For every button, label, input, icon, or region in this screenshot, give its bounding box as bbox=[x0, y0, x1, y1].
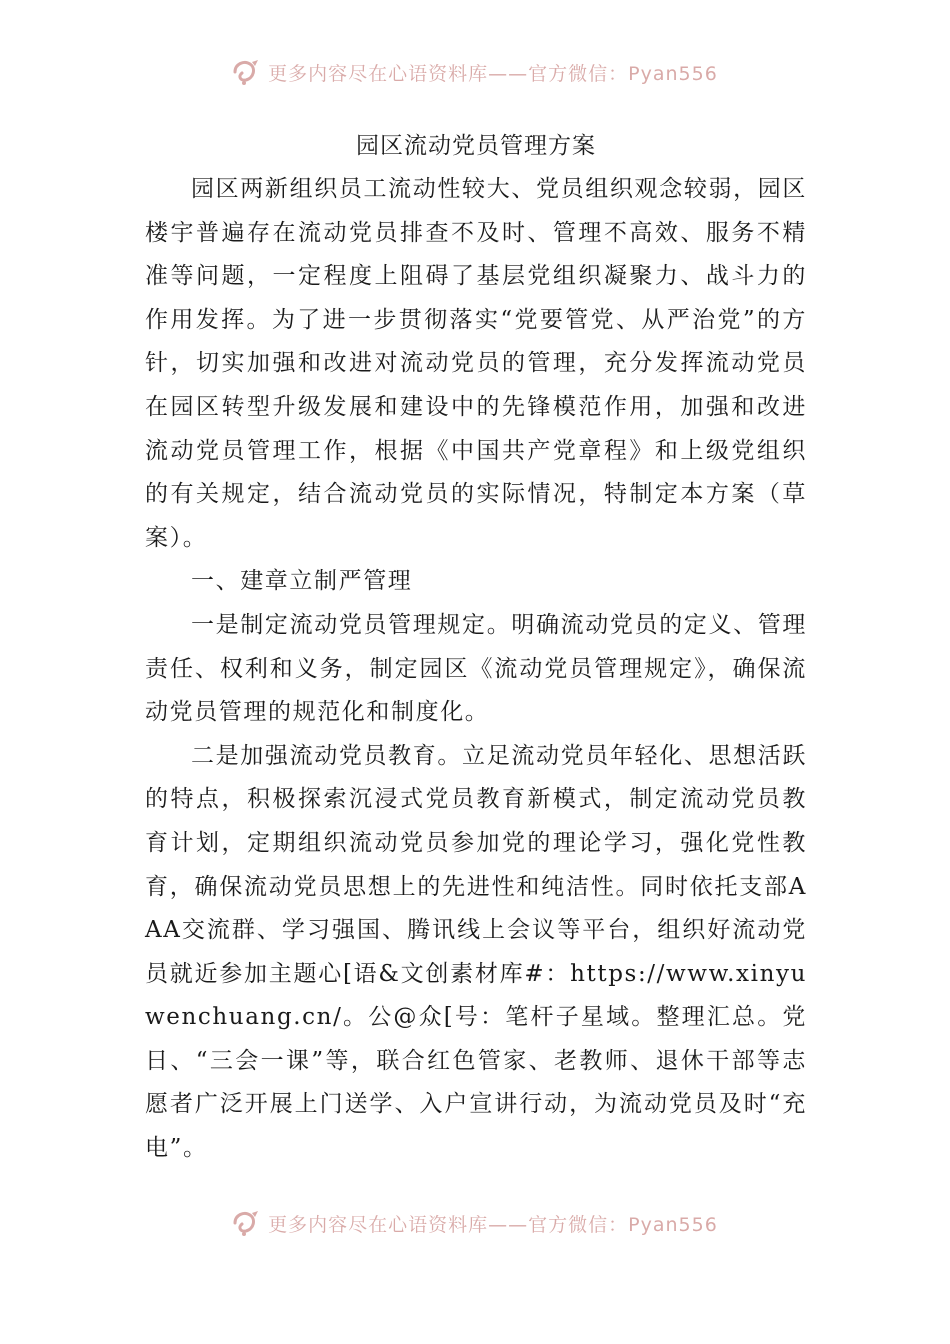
document-body bbox=[145, 124, 807, 1171]
header-watermark bbox=[0, 58, 950, 86]
watermark-text: 更多内容尽在心语资料库——官方微信：Pyan556 bbox=[268, 1213, 718, 1236]
intro-paragraph: 园区两新组织员工流动性较大、党员组织观念较弱，园区楼宇普遍存在流动党员排查不及时、管理不高效、服务不精准等问题，一定程度上阻碍了基层党组织凝聚力、战斗力的作用发挥。为了进一步贯彻落实“党要管党、从严治党”的方针，切实加强和改进对流动党员的管理，充分发挥流动党员在园区转型升级发展和建设中的先锋模范作用，加强和改进流动党员管理工作，根据《中国共产党章程》和上级党组织的有关规定，结合流动党员的实际情况，特制定本方案（草案）。 bbox=[145, 176, 807, 551]
section-heading-1: 一、建章立制严管理 bbox=[191, 568, 413, 595]
watermark-text: 更多内容尽在心语资料库——官方微信：Pyan556 bbox=[268, 62, 718, 85]
paragraph-education: 二是加强流动党员教育。立足流动党员年轻化、思想活跃的特点，积极探索沉浸式党员教育新模式，制定流动党员教育计划，定期组织流动党员参加党的理论学习，强化党性教育，确保流动党员思想上的先进性和纯洁性。同时依托支部AAA交流群、学习强国、腾讯线上会议等平台，组织好流动党员就近参加主题心[语&文创素材库#：https://www.xinyuwenchuang.cn/。公@众[号：笔杆子星域。整理汇总。党日、“三会一课”等，联合红色管家、老教师、退休干部等志愿者广泛开展上门送学、入户宣讲行动，为流动党员及时“充电”。 bbox=[145, 742, 807, 1162]
brand-logo-icon bbox=[232, 1209, 262, 1237]
paragraph-regulation: 一是制定流动党员管理规定。明确流动党员的定义、管理责任、权利和义务，制定园区《流动党员管理规定》，确保流动党员管理的规范化和制度化。 bbox=[145, 611, 807, 726]
document-title: 园区流动党员管理方案 bbox=[356, 133, 596, 159]
footer-watermark bbox=[0, 1209, 950, 1237]
brand-logo-icon bbox=[232, 58, 262, 86]
